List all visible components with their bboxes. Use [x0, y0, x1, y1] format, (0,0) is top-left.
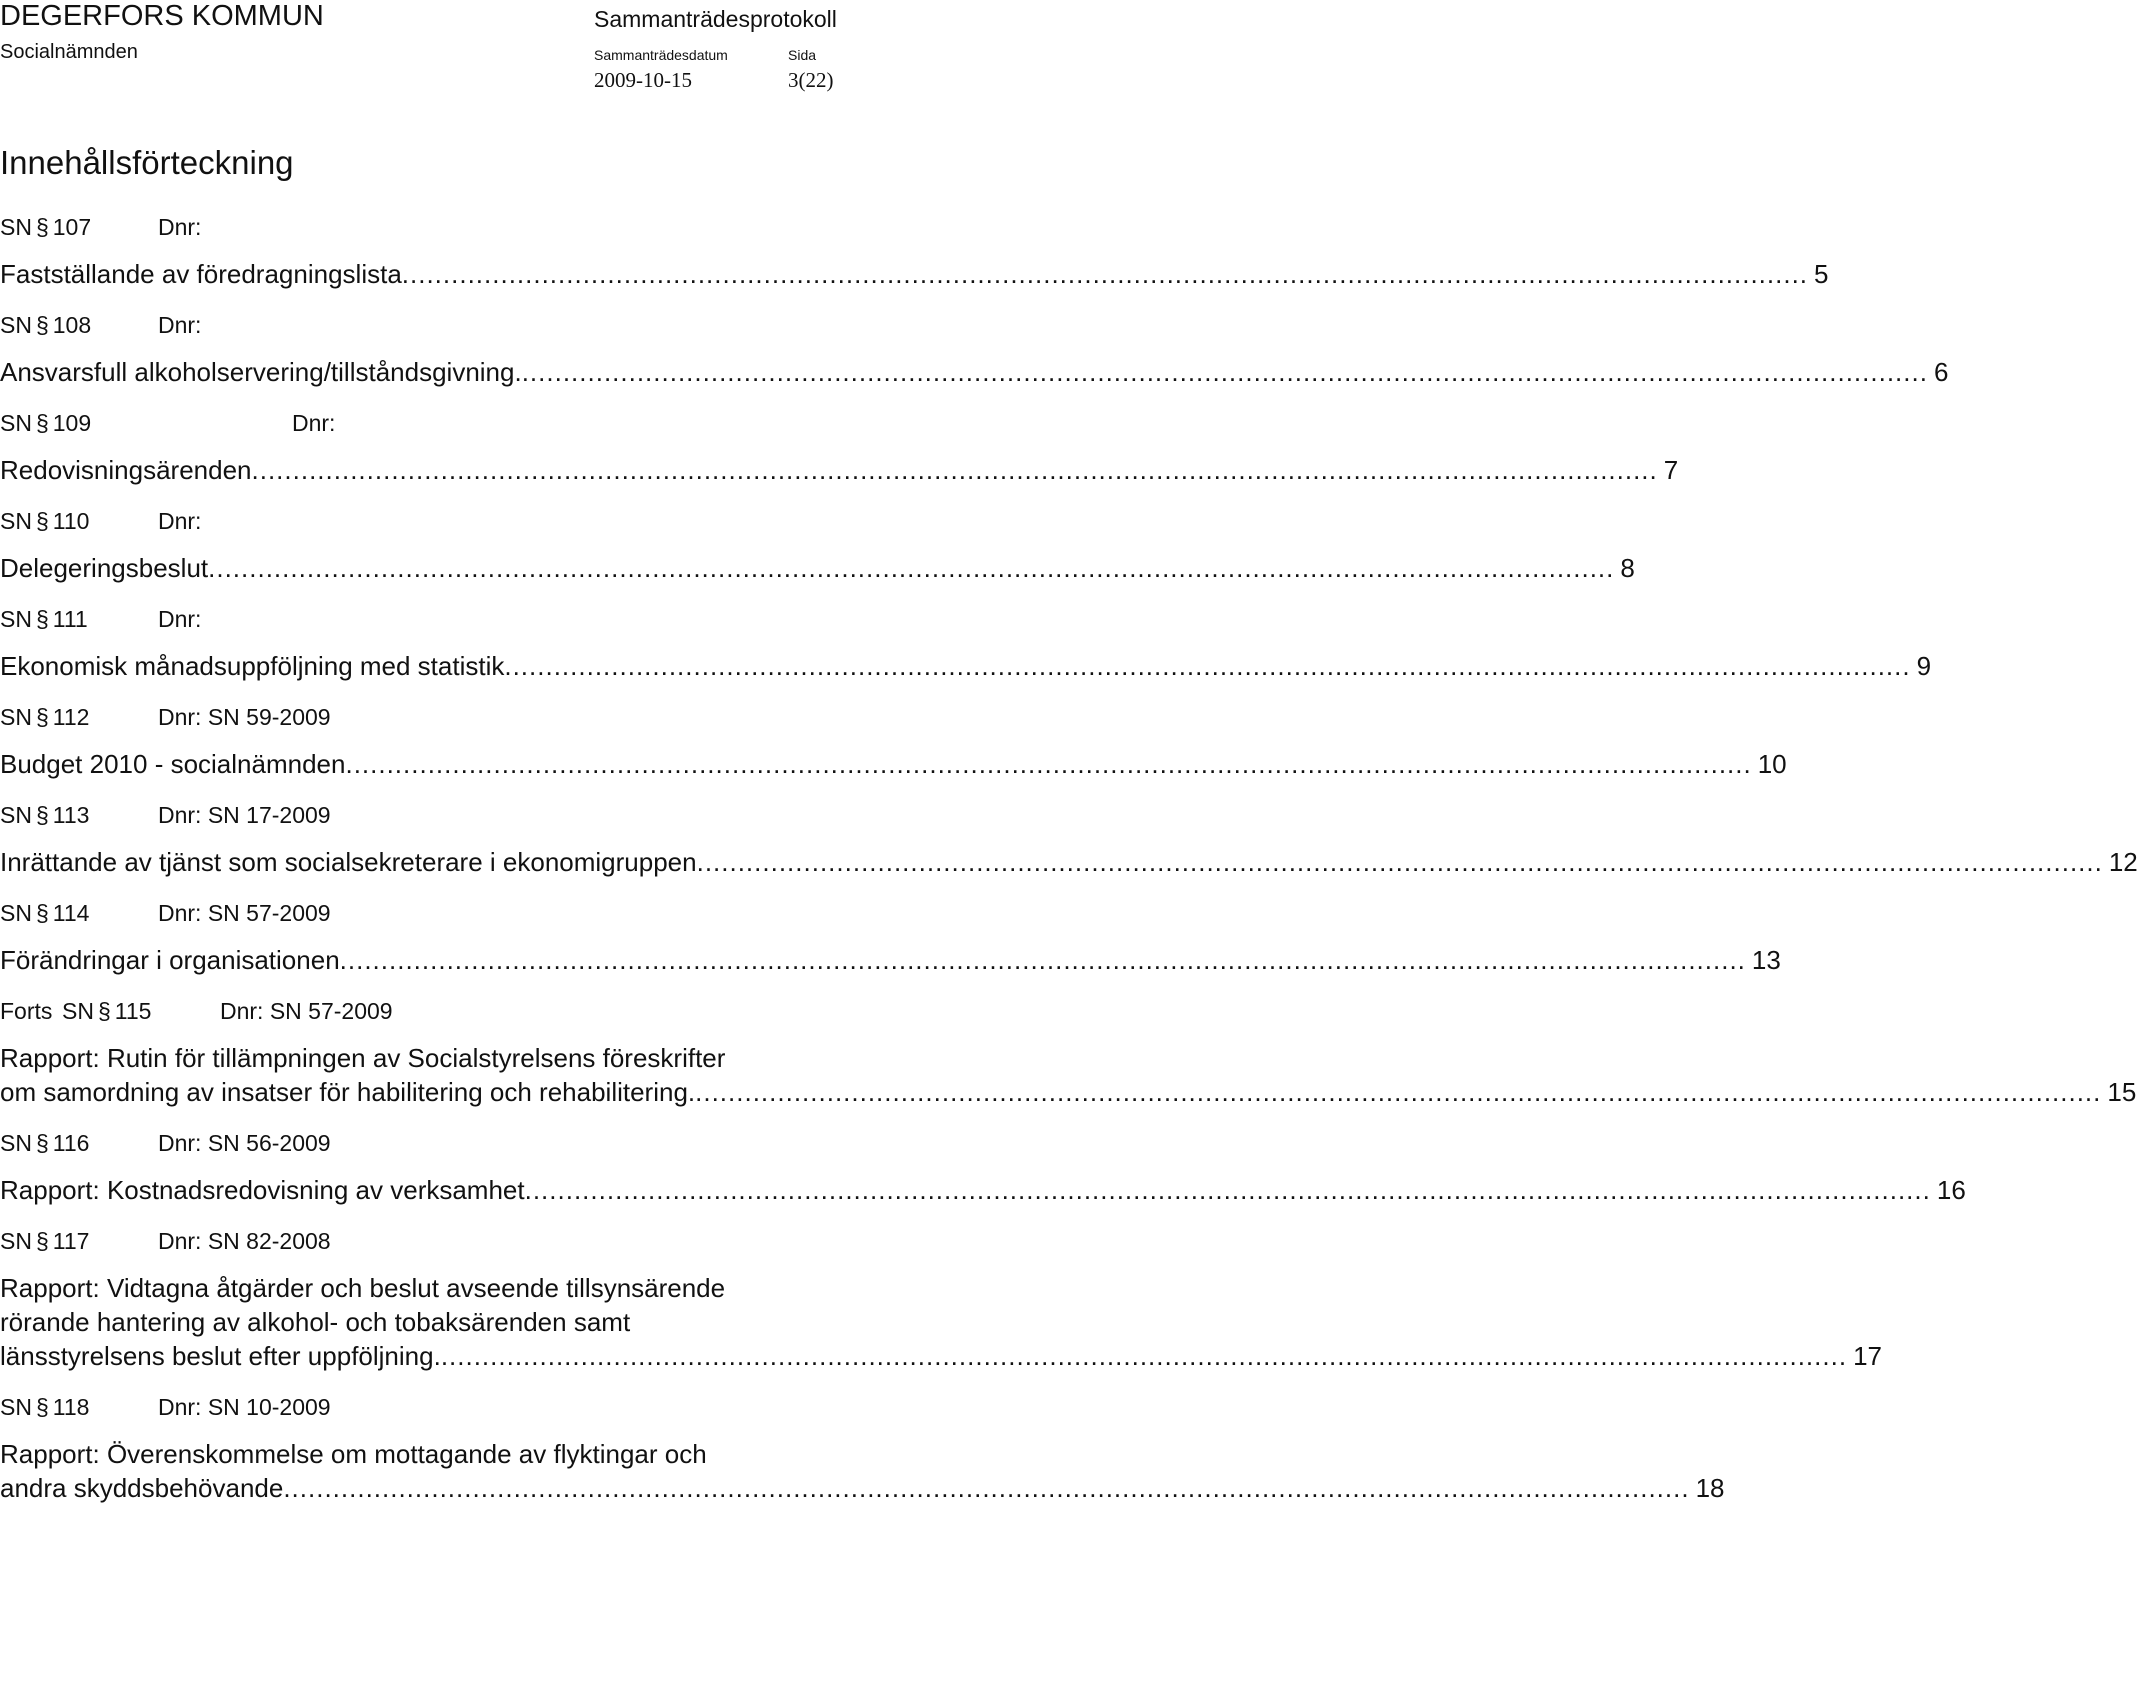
- entry-dnr: Dnr: SN 57-2009: [158, 900, 331, 926]
- toc-entry: [0, 700, 1787, 781]
- entry-title-line: Budget 2010 - socialnämnden: [0, 749, 346, 779]
- entry-page-number: 6: [1933, 357, 1949, 387]
- entry-title[interactable]: [0, 1271, 1882, 1373]
- entry-dnr: Dnr:: [158, 214, 202, 240]
- entry-section-number: [0, 406, 292, 440]
- entry-number: 107: [52, 214, 92, 240]
- entry-dnr: Dnr: SN 10-2009: [158, 1394, 331, 1420]
- entry-number: 112: [52, 704, 90, 730]
- dot-leader: ...........................................................................................................................................................................: [401, 259, 1809, 289]
- entry-section-number: [0, 1224, 158, 1258]
- entry-title-line: Delegeringsbeslut: [0, 553, 209, 583]
- toc-entry: [0, 210, 1829, 291]
- entry-title-line: Rapport: Överenskommelse om mottagande av flyktingar och: [0, 1439, 707, 1469]
- entry-title-line: Rapport: Kostnadsredovisning av verksamhet: [0, 1175, 525, 1205]
- entry-reference: [0, 210, 960, 244]
- entry-title-line: Inrättande av tjänst som socialsekreterare i ekonomigruppen: [0, 847, 697, 877]
- entry-dnr: Dnr: SN 59-2009: [158, 704, 331, 730]
- entry-title[interactable]: [0, 747, 1787, 781]
- toc-entry: [0, 994, 2137, 1109]
- entry-section-number: [0, 798, 158, 832]
- organization-name: DEGERFORS KOMMUN: [0, 0, 324, 32]
- entry-title-last-line: [0, 747, 1787, 781]
- toc-entry: [0, 798, 2138, 879]
- entry-page-number: 17: [1853, 1341, 1882, 1371]
- page-label: Sida: [788, 47, 817, 63]
- entry-sn: SN: [0, 508, 32, 534]
- entry-reference: [0, 504, 960, 538]
- toc-entry: [0, 308, 1949, 389]
- entry-title[interactable]: [0, 257, 1829, 291]
- entry-reference: [0, 308, 960, 342]
- entry-title-line: Redovisningsärenden: [0, 455, 252, 485]
- entry-title-line: Ekonomisk månadsuppföljning med statistik: [0, 651, 505, 681]
- entry-page-number: 18: [1695, 1473, 1725, 1503]
- meeting-date-label: Sammanträdesdatum: [594, 47, 728, 63]
- entry-title-last-line: [0, 257, 1829, 291]
- entry-sn: SN: [0, 704, 32, 730]
- entry-sn: SN: [0, 802, 32, 828]
- entry-number: 114: [52, 900, 90, 926]
- section-symbol: §: [35, 802, 49, 828]
- entry-title-line: Rapport: Rutin för tillämpningen av Socialstyrelsens föreskrifter: [0, 1043, 726, 1073]
- entry-page-number: 12: [2108, 847, 2138, 877]
- entry-title[interactable]: [0, 355, 1949, 389]
- table-of-contents: [0, 210, 2138, 1522]
- entry-sn: SN: [0, 900, 32, 926]
- entry-number: 110: [52, 508, 90, 534]
- entry-section-number: [0, 1390, 158, 1424]
- entry-reference: [0, 1390, 960, 1424]
- entry-section-number: [0, 602, 158, 636]
- entry-section-number: [0, 1126, 158, 1160]
- department-name: Socialnämnden: [0, 41, 138, 63]
- dot-leader: ...........................................................................................................................................................................: [208, 553, 1615, 583]
- toc-entry: [0, 1390, 1725, 1505]
- entry-dnr: Dnr: SN 17-2009: [158, 802, 331, 828]
- dot-leader: ...........................................................................................................................................................................: [283, 1473, 1690, 1503]
- entry-dnr: Dnr: SN 82-2008: [158, 1228, 331, 1254]
- dot-leader: ...........................................................................................................................................................................: [696, 847, 2103, 877]
- entry-title-last-line: [0, 551, 1635, 585]
- entry-title[interactable]: [0, 1041, 2137, 1109]
- dot-leader: ...........................................................................................................................................................................: [695, 1077, 2102, 1107]
- entry-dnr: Dnr:: [292, 410, 336, 436]
- toc-entry: [0, 1224, 1882, 1373]
- entry-number: 109: [52, 410, 92, 436]
- meeting-date-value: 2009-10-15: [594, 68, 692, 92]
- entry-title-last-line: [0, 1075, 2137, 1109]
- page-number-value: 3(22): [788, 68, 834, 92]
- section-symbol: §: [35, 312, 49, 338]
- entry-dnr: Dnr:: [158, 508, 202, 534]
- entry-number: 118: [52, 1394, 90, 1420]
- dot-leader: ...........................................................................................................................................................................: [524, 1175, 1931, 1205]
- entry-section-number: [0, 700, 158, 734]
- entry-number: 113: [52, 802, 90, 828]
- entry-number: 111: [52, 606, 88, 632]
- section-symbol: §: [97, 998, 111, 1024]
- entry-title-line: Rapport: Vidtagna åtgärder och beslut avseende tillsynsärende: [0, 1273, 726, 1303]
- entry-page-number: 7: [1663, 455, 1679, 485]
- dot-leader: ...........................................................................................................................................................................: [345, 749, 1752, 779]
- entry-dnr: Dnr: SN 57-2009: [220, 998, 393, 1024]
- entry-reference: [0, 700, 960, 734]
- entry-title[interactable]: [0, 453, 1679, 487]
- toc-entry: [0, 1126, 1966, 1207]
- entry-page-number: 10: [1757, 749, 1787, 779]
- entry-page-number: 5: [1814, 259, 1829, 289]
- entry-title-last-line: [0, 355, 1949, 389]
- entry-section-number: [0, 210, 158, 244]
- entry-title-line: rörande hantering av alkohol- och tobaksärenden samt: [0, 1307, 631, 1337]
- entry-section-number: [0, 308, 158, 342]
- entry-number: 116: [52, 1130, 90, 1156]
- section-symbol: §: [35, 1228, 49, 1254]
- entry-page-number: 16: [1936, 1175, 1966, 1205]
- dot-leader: ...........................................................................................................................................................................: [440, 1341, 1848, 1371]
- entry-section-number: [0, 504, 158, 538]
- dot-leader: ...........................................................................................................................................................................: [339, 945, 1746, 975]
- document-type: Sammanträdesprotokoll: [594, 6, 837, 32]
- entry-reference: [0, 406, 960, 440]
- toc-entry: [0, 406, 1679, 487]
- section-symbol: §: [35, 900, 49, 926]
- toc-entry: [0, 602, 1932, 683]
- entry-title-line: länsstyrelsens beslut efter uppföljning.: [0, 1341, 441, 1371]
- entry-title-line: om samordning av insatser för habilitering och rehabilitering.: [0, 1077, 696, 1107]
- entry-title-line: Ansvarsfull alkoholservering/tillståndsgivning.: [0, 357, 522, 387]
- entry-title[interactable]: [0, 845, 2138, 879]
- entry-number: 117: [52, 1228, 90, 1254]
- entry-title[interactable]: [0, 1173, 1966, 1207]
- entry-title-line: andra skyddsbehövande: [0, 1473, 284, 1503]
- entry-reference: [0, 602, 960, 636]
- section-symbol: §: [35, 704, 49, 730]
- entry-page-number: 15: [2107, 1077, 2137, 1107]
- entry-title-last-line: [0, 1471, 1725, 1505]
- entry-page-number: 9: [1916, 651, 1932, 681]
- entry-sn: SN: [0, 1228, 32, 1254]
- toc-heading: Innehållsförteckning: [0, 144, 294, 181]
- entry-title-line: Fastställande av föredragningslista: [0, 259, 402, 289]
- entry-title[interactable]: [0, 551, 1635, 585]
- entry-section-number: [62, 994, 220, 1028]
- entry-number: 115: [114, 998, 152, 1024]
- entry-dnr: Dnr: SN 56-2009: [158, 1130, 331, 1156]
- entry-title-last-line: [0, 649, 1932, 683]
- section-symbol: §: [35, 1130, 49, 1156]
- entry-dnr: Dnr:: [158, 606, 202, 632]
- entry-sn: SN: [0, 410, 32, 436]
- dot-leader: ...........................................................................................................................................................................: [521, 357, 1928, 387]
- entry-reference: [0, 994, 960, 1028]
- entry-sn: SN: [62, 998, 94, 1024]
- entry-page-number: 8: [1620, 553, 1635, 583]
- dot-leader: ...........................................................................................................................................................................: [251, 455, 1658, 485]
- entry-number: 108: [52, 312, 92, 338]
- entry-sn: SN: [0, 1130, 32, 1156]
- entry-sn: SN: [0, 214, 32, 240]
- entry-title[interactable]: [0, 649, 1932, 683]
- entry-title-last-line: [0, 1339, 1882, 1373]
- toc-entry: [0, 504, 1635, 585]
- entry-sn: SN: [0, 1394, 32, 1420]
- entry-title-last-line: [0, 845, 2138, 879]
- entry-reference: [0, 1126, 960, 1160]
- entry-reference: [0, 896, 960, 930]
- entry-section-number: [0, 896, 158, 930]
- entry-sn: SN: [0, 312, 32, 338]
- entry-sn: SN: [0, 606, 32, 632]
- entry-title-last-line: [0, 453, 1679, 487]
- section-symbol: §: [35, 214, 49, 240]
- toc-entry: [0, 896, 1781, 977]
- dot-leader: ...........................................................................................................................................................................: [504, 651, 1911, 681]
- section-symbol: §: [35, 606, 49, 632]
- entry-title-last-line: [0, 1173, 1966, 1207]
- entry-prefix: Forts: [0, 998, 53, 1024]
- entry-reference: [0, 798, 960, 832]
- entry-title[interactable]: [0, 1437, 1725, 1505]
- entry-dnr: Dnr:: [158, 312, 202, 338]
- section-symbol: §: [35, 508, 49, 534]
- entry-title[interactable]: [0, 943, 1781, 977]
- entry-title-line: Förändringar i organisationen: [0, 945, 340, 975]
- section-symbol: §: [35, 410, 49, 436]
- entry-page-number: 13: [1751, 945, 1781, 975]
- section-symbol: §: [35, 1394, 49, 1420]
- entry-reference: [0, 1224, 960, 1258]
- entry-title-last-line: [0, 943, 1781, 977]
